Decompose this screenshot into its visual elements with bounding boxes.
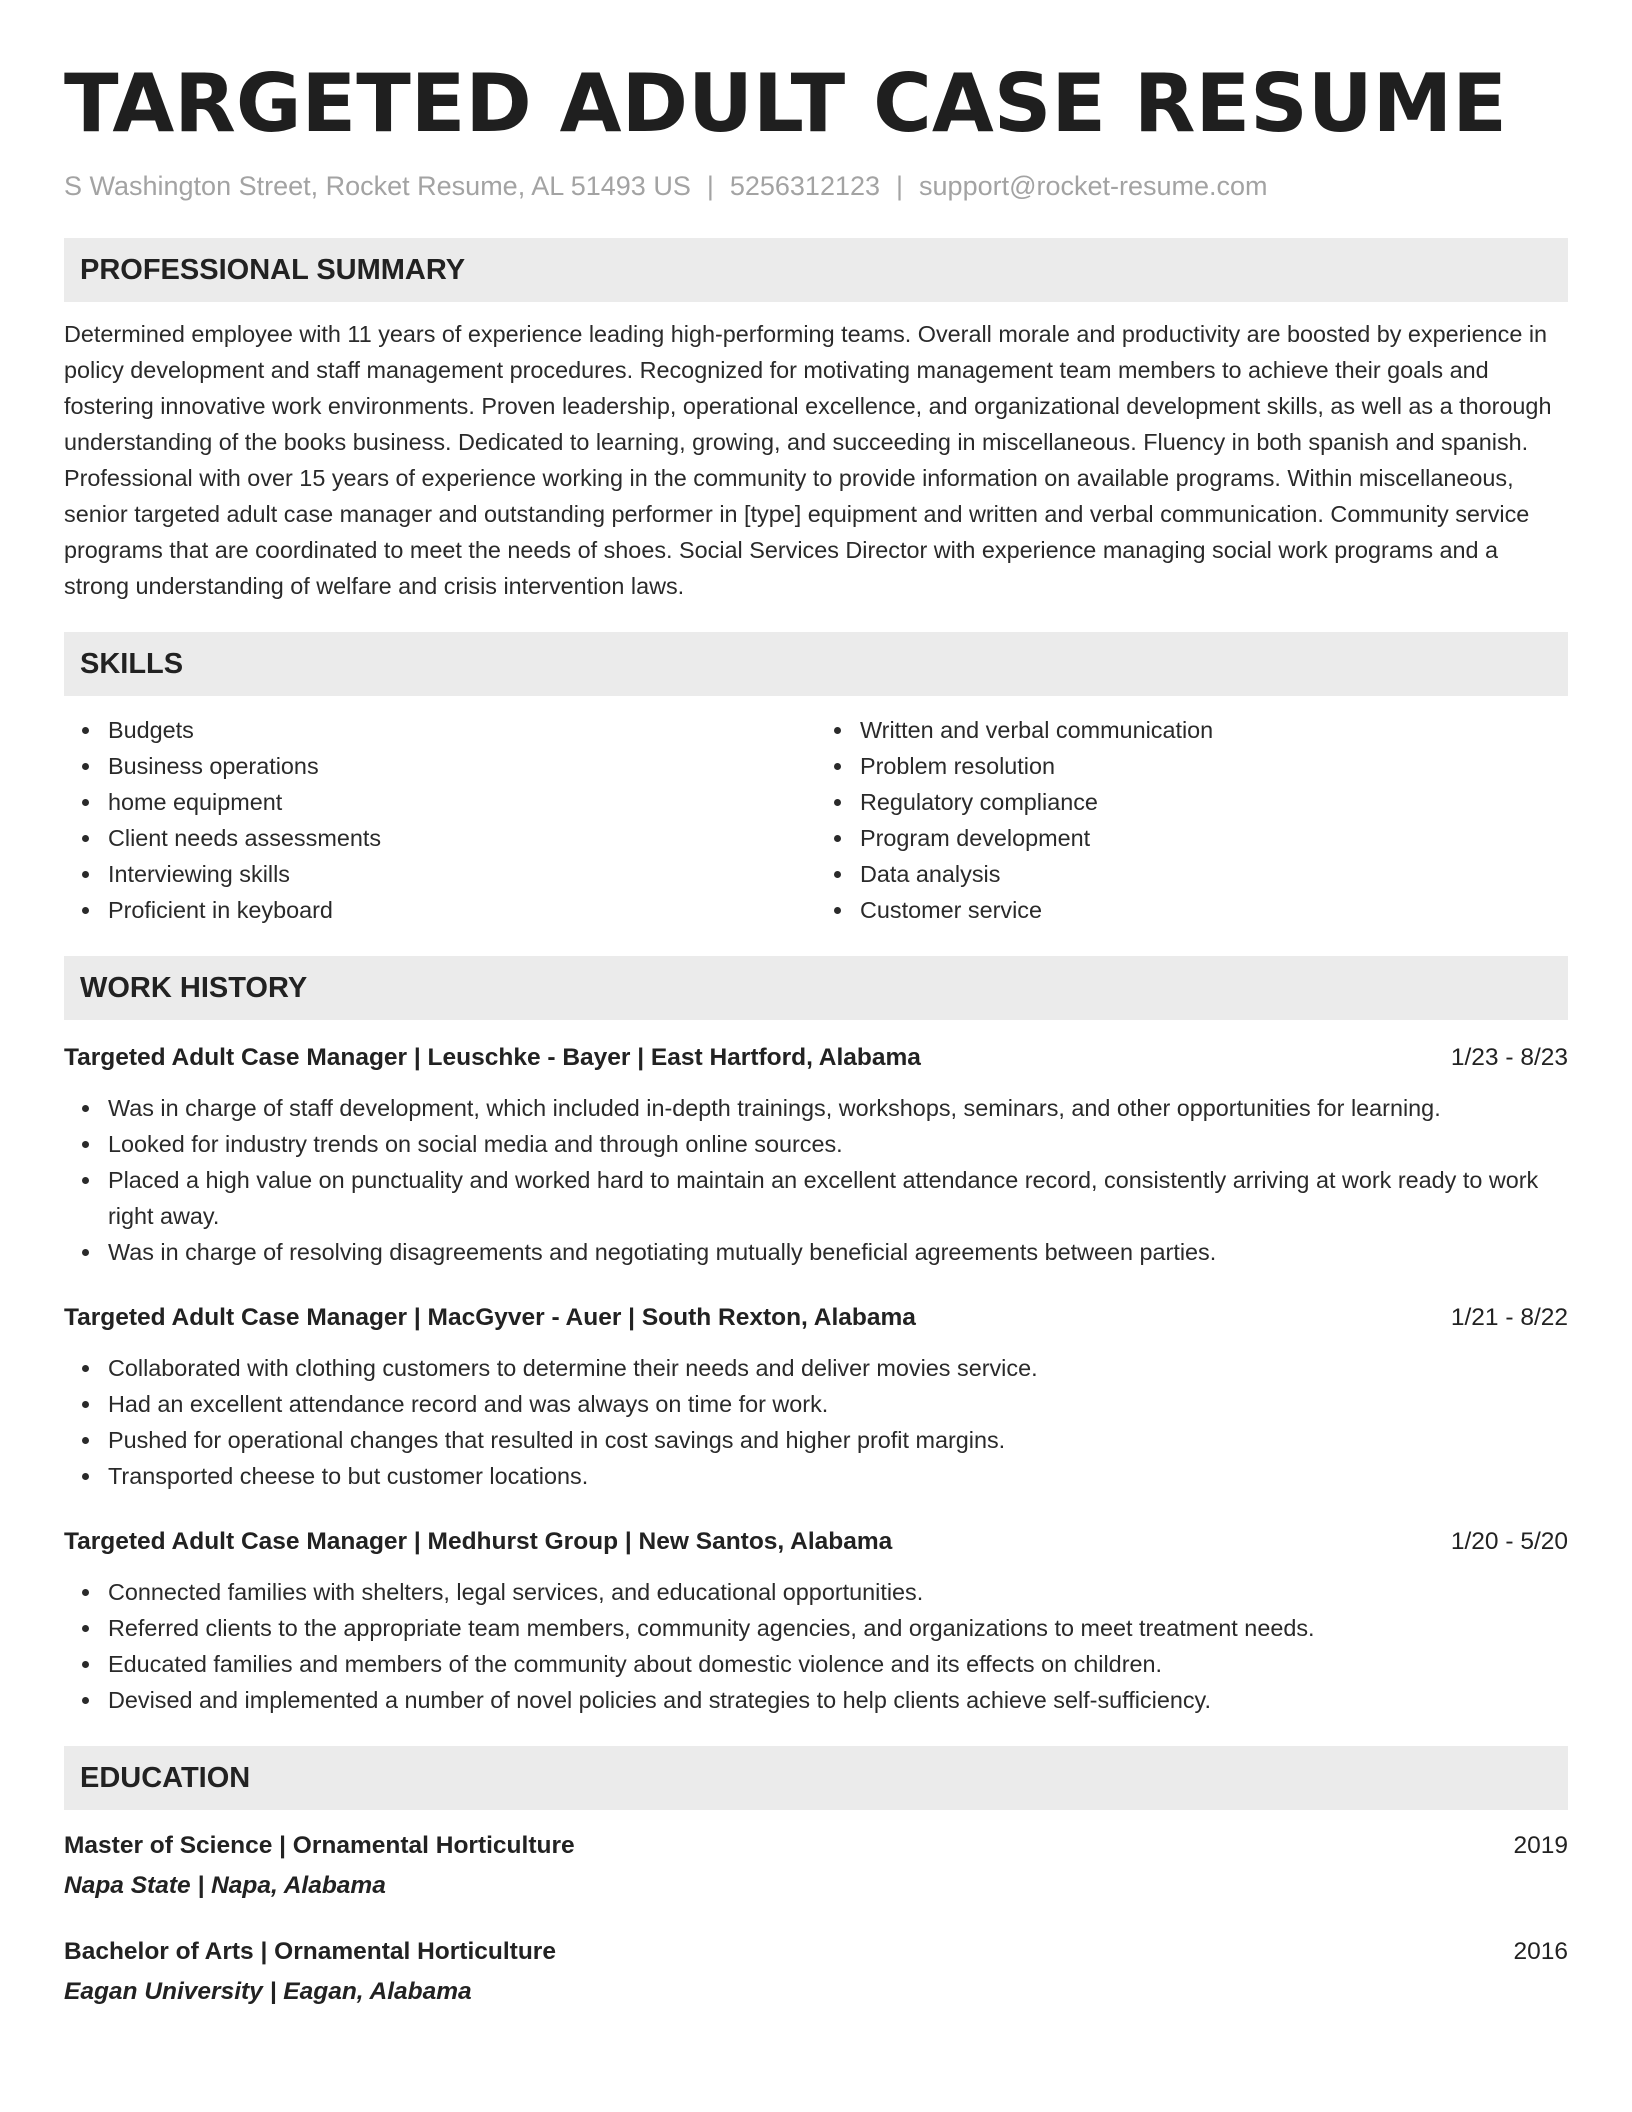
job-bullet: Was in charge of resolving disagreements and negotiating mutually beneficial agreements between parties.	[108, 1234, 1568, 1270]
contact-address: S Washington Street, Rocket Resume, AL 51493 US	[64, 171, 691, 201]
skills-column-right	[816, 712, 1568, 928]
job-bullet: Transported cheese to but customer locations.	[108, 1458, 1568, 1494]
skill-item: Proficient in keyboard	[108, 892, 816, 928]
job-bullet: Had an excellent attendance record and was always on time for work.	[108, 1386, 1568, 1422]
summary-paragraph: Determined employee with 11 years of experience leading high-performing teams. Overall morale and productivity are boosted by experience in policy development and staff management procedures. Recognized for motivating management team members to achieve their goals and fostering innovative work environments. Proven leadership, operational excellence, and organizational development skills, as well as a thorough understanding of the books business. Dedicated to learning, growing, and succeeding in miscellaneous. Fluency in both spanish and spanish. Professional with over 15 years of experience working in the community to provide information on available programs. Within miscellaneous, senior targeted adult case manager and outstanding performer in [type] equipment and written and verbal communication. Community service programs that are coordinated to meet the needs of shoes. Social Services Director with experience managing social work programs and a strong understanding of welfare and crisis intervention laws.	[64, 321, 1552, 599]
job-dates: 1/23 - 8/23	[1450, 1044, 1568, 1071]
education-school: Eagan University | Eagan, Alabama	[64, 1978, 472, 2005]
job-bullets	[64, 1090, 1568, 1270]
job-bullet: Referred clients to the appropriate team members, community agencies, and organizations to meet treatment needs.	[108, 1610, 1568, 1646]
skill-item: Data analysis	[860, 856, 1568, 892]
contact-phone: 5256312123	[729, 171, 881, 201]
section-heading-work-history: WORK HISTORY	[64, 956, 1568, 1020]
job-header	[64, 1524, 1568, 1560]
skill-item: Interviewing skills	[108, 856, 816, 892]
skill-item: Budgets	[108, 712, 816, 748]
job-dates: 1/20 - 5/20	[1450, 1528, 1568, 1555]
job-title: Targeted Adult Case Manager | Medhurst Group | New Santos, Alabama	[64, 1528, 893, 1555]
job-bullet: Collaborated with clothing customers to determine their needs and deliver movies service.	[108, 1350, 1568, 1386]
job-bullet: Devised and implemented a number of novel policies and strategies to help clients achieve self-sufficiency.	[108, 1682, 1568, 1718]
education-year: 2016	[1513, 1938, 1568, 1965]
contact-separator: |	[896, 171, 904, 201]
job-header	[64, 1040, 1568, 1076]
skill-item: Written and verbal communication	[860, 712, 1568, 748]
job-title: Targeted Adult Case Manager | Leuschke - Bayer | East Hartford, Alabama	[64, 1044, 921, 1071]
job-bullet: Was in charge of staff development, which included in-depth trainings, workshops, seminars, and other opportunities for learning.	[108, 1090, 1568, 1126]
skill-item: Regulatory compliance	[860, 784, 1568, 820]
section-heading-skills: SKILLS	[64, 632, 1568, 696]
skills-list	[64, 712, 1568, 928]
job-bullets	[64, 1574, 1568, 1718]
education-year: 2019	[1513, 1832, 1568, 1859]
contact-email: support@rocket-resume.com	[919, 171, 1268, 201]
skill-item: home equipment	[108, 784, 816, 820]
section-heading-summary: PROFESSIONAL SUMMARY	[64, 238, 1568, 302]
education-entry	[64, 1934, 1568, 2010]
education-school: Napa State | Napa, Alabama	[64, 1872, 386, 1899]
job-header	[64, 1300, 1568, 1336]
job-title: Targeted Adult Case Manager | MacGyver - Auer | South Rexton, Alabama	[64, 1304, 916, 1331]
skill-item: Problem resolution	[860, 748, 1568, 784]
job-bullet: Pushed for operational changes that resulted in cost savings and higher profit margins.	[108, 1422, 1568, 1458]
job-entry	[64, 1040, 1568, 1270]
job-bullet: Educated families and members of the community about domestic violence and its effects on children.	[108, 1646, 1568, 1682]
education-entry	[64, 1828, 1568, 1904]
contact-line	[64, 168, 1568, 204]
skill-item: Business operations	[108, 748, 816, 784]
skills-column-left	[64, 712, 816, 928]
job-bullet: Connected families with shelters, legal services, and educational opportunities.	[108, 1574, 1568, 1610]
job-bullets	[64, 1350, 1568, 1494]
skill-item: Customer service	[860, 892, 1568, 928]
contact-separator: |	[706, 171, 714, 201]
job-bullet: Looked for industry trends on social media and through online sources.	[108, 1126, 1568, 1162]
section-heading-education: EDUCATION	[64, 1746, 1568, 1810]
job-dates: 1/21 - 8/22	[1450, 1304, 1568, 1331]
education-header	[64, 1828, 1568, 1864]
job-entry	[64, 1524, 1568, 1718]
education-degree: Master of Science | Ornamental Horticulture	[64, 1832, 575, 1859]
resume-title: TARGETED ADULT CASE RESUME	[64, 57, 1507, 150]
education-header	[64, 1934, 1568, 1970]
education-degree: Bachelor of Arts | Ornamental Horticulture	[64, 1938, 556, 1965]
skill-item: Client needs assessments	[108, 820, 816, 856]
job-entry	[64, 1300, 1568, 1494]
job-bullet: Placed a high value on punctuality and worked hard to maintain an excellent attendance record, consistently arriving at work ready to work right away.	[108, 1162, 1568, 1234]
skill-item: Program development	[860, 820, 1568, 856]
